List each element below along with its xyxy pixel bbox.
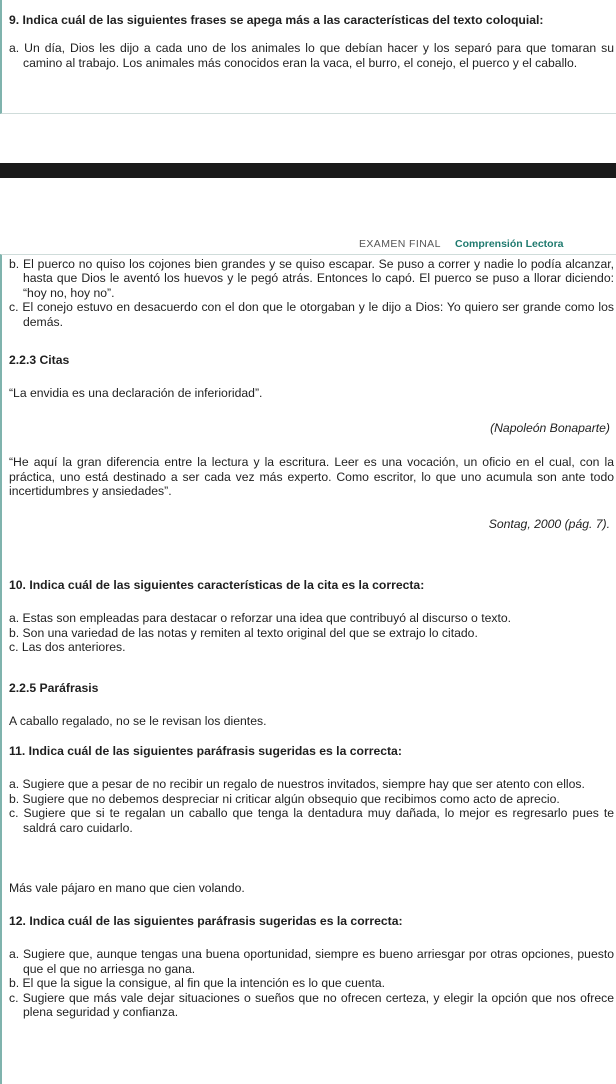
question-9-title: 9. Indica cuál de las siguientes frases se apega más a las características del texto coloquial:: [9, 13, 544, 27]
question-12-option-b[interactable]: b. El que la sigue la consigue, al fin que la intención es lo que cuenta.: [9, 976, 386, 991]
citas-author-1: (Napoleón Bonaparte): [490, 420, 610, 435]
question-11-option-c[interactable]: c. Sugiere que si te regalan un caballo que tenga la dentadura muy dañada, lo mejor es regresarlo pues te saldrá caro cuidarlo.: [9, 806, 614, 835]
question-10-option-b[interactable]: b. Son una variedad de las notas y remiten al texto original del que se extrajo lo citado.: [9, 625, 478, 640]
question-12-title: 12. Indica cuál de las siguientes paráfrasis sugeridas es la correcta:: [9, 914, 403, 928]
question-12-option-a[interactable]: a. Sugiere que, aunque tengas una buena oportunidad, siempre es bueno arriesgar por otras opciones, puesto que el que no arriesga no gana.: [9, 947, 614, 976]
subject-title: Comprensión Lectora: [455, 238, 564, 250]
question-12-option-c[interactable]: c. Sugiere que más vale dejar situaciones o sueños que no ofrecen certeza, y elegir la opción que nos ofrece plena seguridad y confianza.: [9, 990, 614, 1020]
question-9-option-b[interactable]: b. El puerco no quiso los cojones bien grandes y se quiso escapar. Se puso a correr y nadie lo podía alcanzar, hasta que Dios le aventó los huevos y le pegó atrás. Entonces lo capó. El puerco se puso a llorar diciendo: “hoy no, hoy no”.: [9, 257, 614, 300]
question-9-continued: [9, 257, 614, 329]
question-12: [9, 914, 614, 1019]
question-9-option-c[interactable]: c. El conejo estuvo en desacuerdo con el don que le otorgaban y le dijo a Dios: Yo quiero ser grande como los demás.: [9, 300, 614, 329]
parafrasis-heading: 2.2.5 Paráfrasis: [9, 681, 99, 695]
question-10-title: 10. Indica cuál de las siguientes características de la cita es la correcta:: [9, 578, 425, 592]
parafrasis-phrase-2: Más vale pájaro en mano que cien volando.: [9, 881, 245, 895]
exam-title: EXAMEN FINAL: [359, 238, 441, 250]
question-10-option-a[interactable]: a. Estas son empleadas para destacar o reforzar una idea que contribuyó al discurso o texto.: [9, 611, 512, 626]
parafrasis-phrase-2-block: [9, 881, 614, 895]
page-header: [0, 234, 616, 254]
question-10: [9, 578, 614, 655]
question-9: [9, 13, 614, 70]
question-9-option-a[interactable]: a. Un día, Dios les dijo a cada uno de los animales lo que debían hacer y los separó para que tomaran su camino al trabajo. Los animales más conocidos eran la vaca, el burro, el conejo, el puerco y el caballo.: [9, 41, 614, 70]
citas-quote-1: “La envidia es una declaración de inferioridad”.: [9, 386, 263, 401]
citas-quote-2: “He aquí la gran diferencia entre la lectura y la escritura. Leer es una vocación, un oficio en el cual, con la práctica, uno está destinado a ser cada vez más experto. Como escritor, lo que uno acumula son ante todo incertidumbres y ansiedades”.: [9, 455, 614, 499]
question-10-option-c[interactable]: c. Las dos anteriores.: [9, 640, 126, 655]
citas-author-2: Sontag, 2000 (pág. 7).: [488, 517, 610, 532]
question-11-option-b[interactable]: b. Sugiere que no debemos despreciar ni criticar algún obsequio que recibimos como acto de aprecio.: [9, 791, 560, 806]
parafrasis-section: [9, 681, 614, 729]
page-bottom: [0, 254, 616, 1084]
question-11-title: 11. Indica cuál de las siguientes paráfrasis sugeridas es la correcta:: [9, 744, 402, 758]
question-11-option-a[interactable]: a. Sugiere que a pesar de no recibir un regalo de nuestros invitados, siempre hay que ser atento con ellos.: [9, 777, 585, 792]
question-11: [9, 744, 614, 835]
parafrasis-phrase-1: A caballo regalado, no se le revisan los dientes.: [9, 714, 267, 729]
citas-section: [9, 353, 614, 532]
page-top: [0, 0, 616, 114]
page-separator: [0, 163, 616, 178]
citas-heading: 2.2.3 Citas: [9, 353, 70, 367]
